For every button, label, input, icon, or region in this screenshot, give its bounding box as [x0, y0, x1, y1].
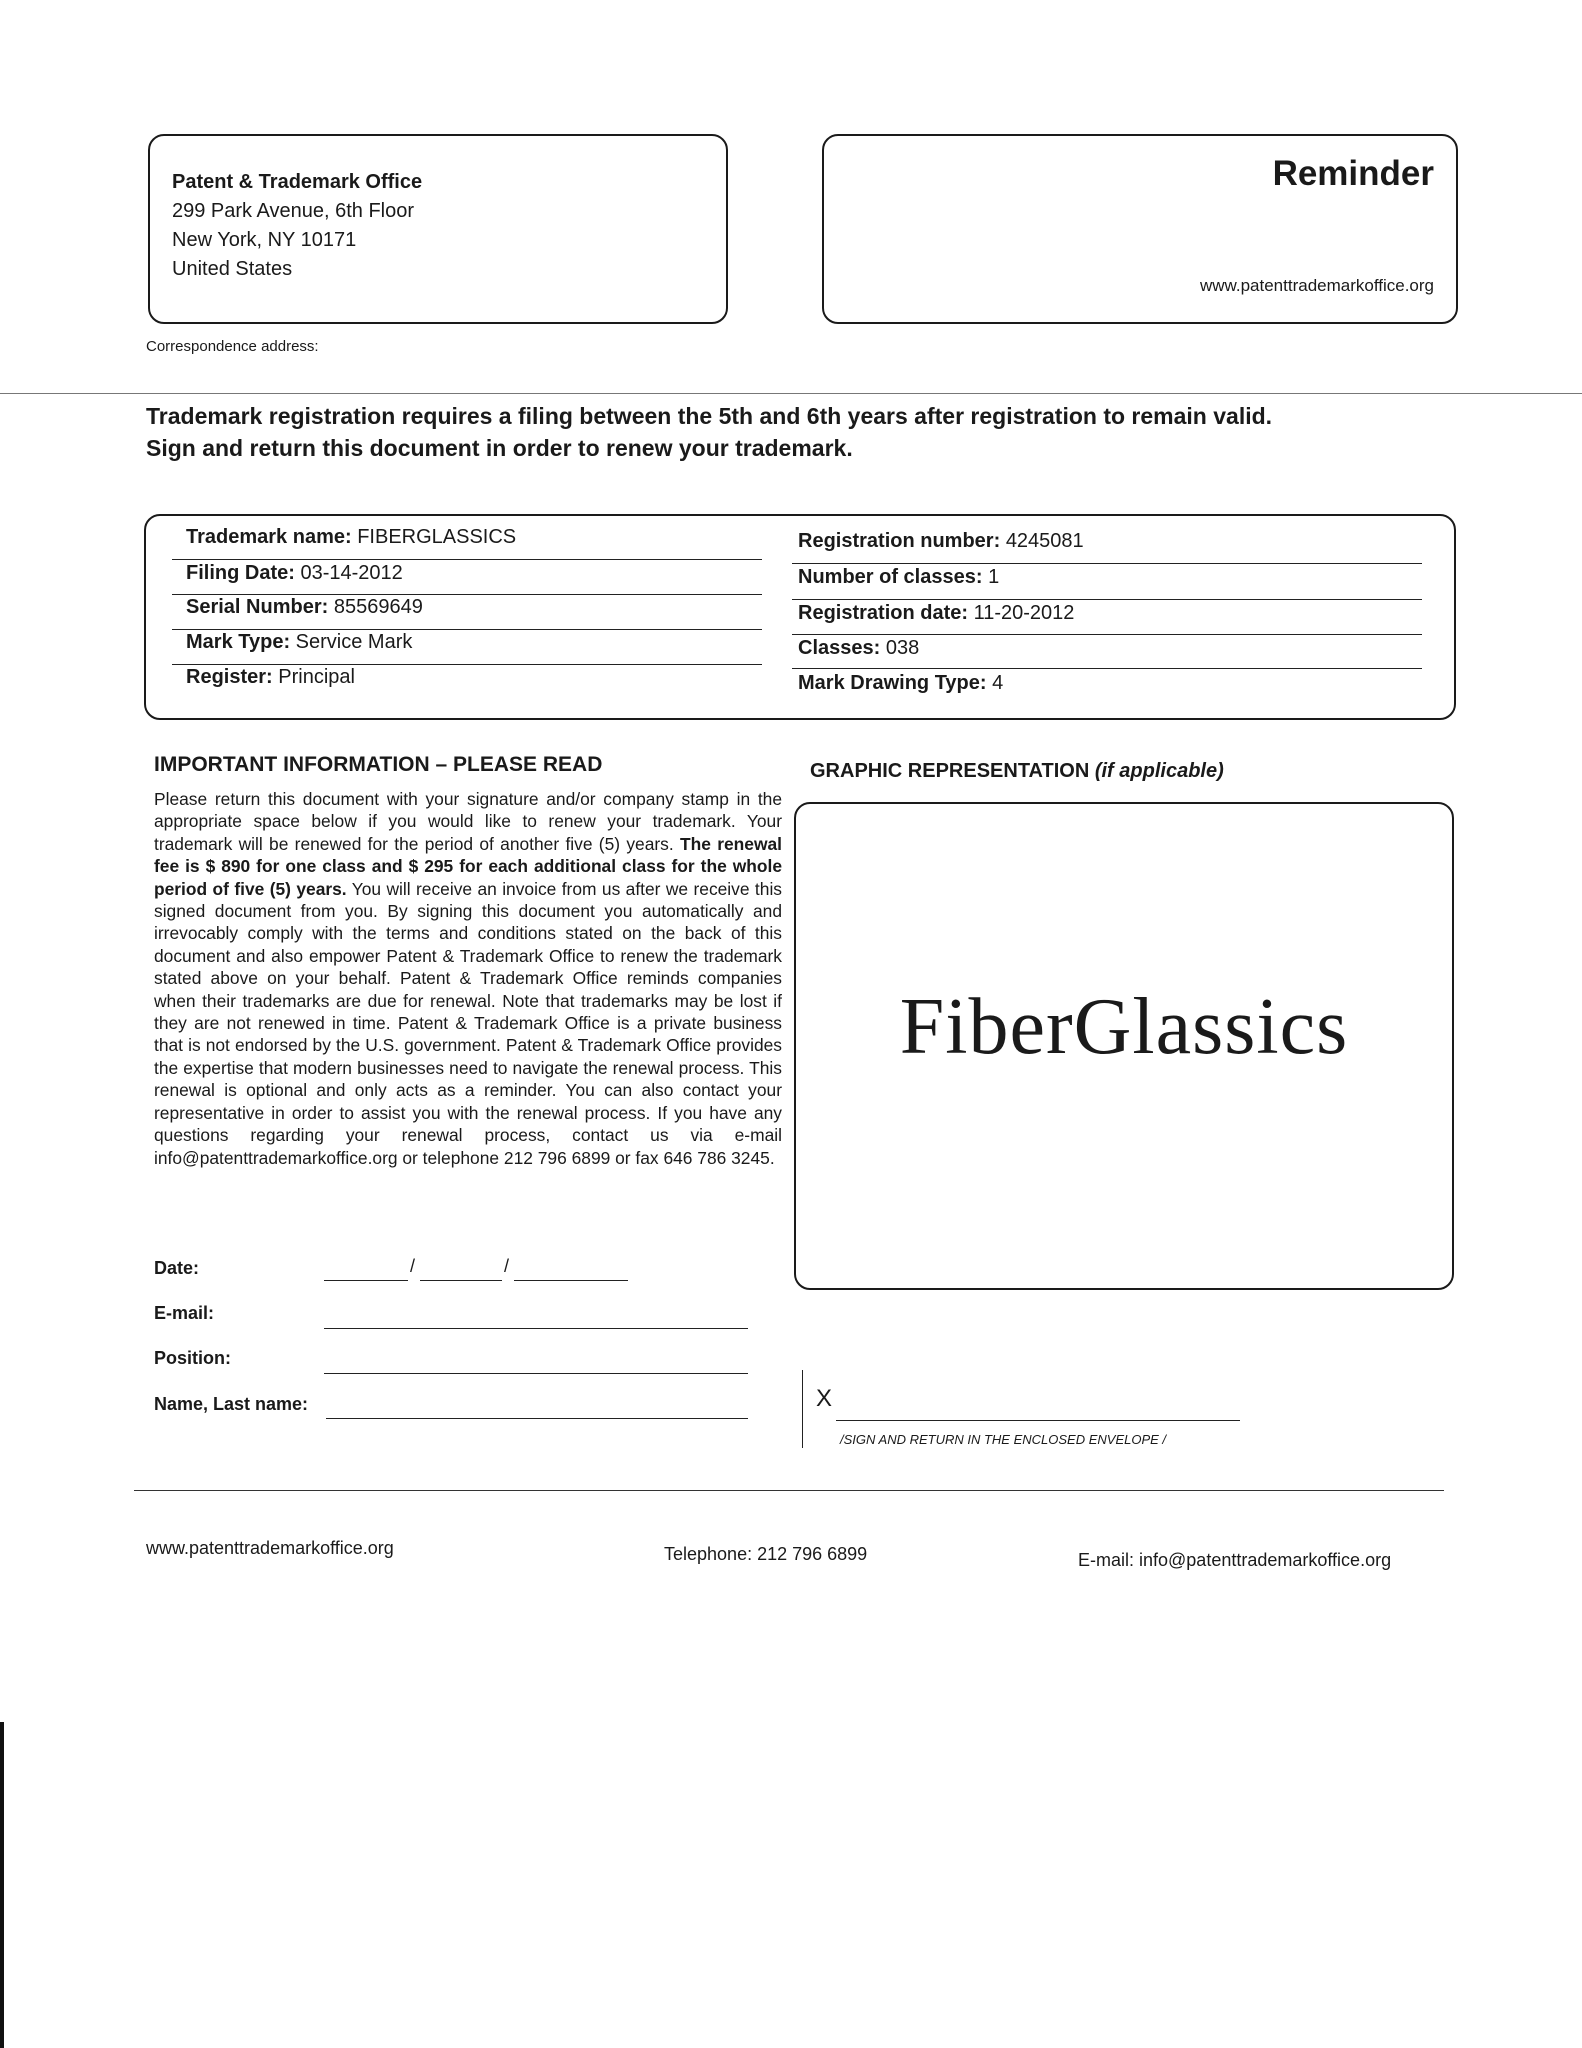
date-separator: / [410, 1256, 416, 1276]
detail-registration-number [798, 530, 1084, 553]
detail-value: 85569649 [333, 596, 423, 618]
detail-value: 4245081 [1005, 530, 1084, 552]
signature-bracket [802, 1370, 803, 1448]
detail-label: Trademark name: [186, 526, 352, 548]
detail-register [186, 666, 355, 689]
fold-line [0, 393, 1582, 394]
detail-label: Serial Number: [186, 596, 329, 618]
graphic-heading-note: (if applicable) [1094, 760, 1224, 782]
detail-value: 4 [992, 672, 1004, 694]
headline [146, 400, 1272, 464]
sender-address-line-2: New York, NY 10171 [172, 229, 357, 251]
correspondence-label: Correspondence address: [146, 338, 319, 355]
detail-value: 03-14-2012 [300, 562, 403, 584]
row-divider [792, 668, 1422, 669]
detail-label: Filing Date: [186, 562, 295, 584]
detail-value: Service Mark [295, 631, 413, 653]
detail-value: Principal [278, 666, 355, 688]
row-divider [172, 559, 762, 560]
detail-filing-date [186, 562, 403, 585]
reminder-box [822, 134, 1458, 324]
date-year-field[interactable] [514, 1280, 628, 1281]
detail-label: Mark Drawing Type: [798, 672, 987, 694]
row-divider [172, 664, 762, 665]
scan-edge-mark [0, 1722, 4, 2048]
detail-mark-drawing-type [798, 672, 1003, 695]
reminder-title: Reminder [1272, 154, 1434, 193]
date-label: Date: [154, 1258, 200, 1278]
footer-email: E-mail: info@patenttrademarkoffice.org [1078, 1550, 1392, 1570]
graphic-heading [810, 760, 1224, 783]
position-field[interactable] [324, 1373, 748, 1374]
headline-line-1: Trademark registration requires a filing between the 5th and 6th years after registration to remain valid. [146, 403, 1273, 429]
detail-label: Registration number: [798, 530, 1001, 552]
detail-value: 038 [885, 637, 920, 659]
important-text [154, 788, 782, 1169]
name-field[interactable] [326, 1418, 748, 1419]
footer-divider [134, 1490, 1444, 1491]
detail-classes [798, 637, 919, 660]
footer-telephone: Telephone: 212 796 6899 [664, 1544, 868, 1564]
row-divider [792, 563, 1422, 564]
detail-label: Classes: [798, 637, 881, 659]
signature-note: /SIGN AND RETURN IN THE ENCLOSED ENVELOPE / [840, 1432, 1167, 1447]
trademark-mark-text: FiberGlassics [899, 983, 1349, 1071]
footer-website: www.patenttrademarkoffice.org [146, 1538, 394, 1558]
detail-serial-number [186, 596, 423, 619]
signature-x-mark: X [816, 1385, 833, 1412]
sender-address-line-1: 299 Park Avenue, 6th Floor [172, 200, 415, 222]
detail-mark-type [186, 631, 412, 654]
sender-address-box [148, 134, 728, 324]
detail-value: 11-20-2012 [973, 602, 1075, 624]
detail-label: Register: [186, 666, 273, 688]
row-divider [792, 599, 1422, 600]
detail-value: 1 [988, 566, 1000, 588]
renewal-fee-text: The renewal fee is $ 890 for one class and $ 295 for each additional class for the whole period of five (5) years. [154, 833, 782, 899]
date-day-field[interactable] [420, 1280, 502, 1281]
row-divider [172, 629, 762, 630]
reminder-url: www.patenttrademarkoffice.org [1199, 276, 1434, 295]
detail-registration-date [798, 602, 1074, 625]
detail-value: FIBERGLASSICS [357, 526, 517, 548]
signature-field[interactable] [836, 1420, 1240, 1421]
headline-line-2: Sign and return this document in order to renew your trademark. [146, 435, 853, 461]
detail-label: Mark Type: [186, 631, 291, 653]
email-label: E-mail: [154, 1303, 215, 1323]
sender-country: United States [172, 258, 293, 280]
important-text-part: Please return this document with your signature and/or company stamp in the appropriate space below if you would like to renew your trademark. Your trademark will be renewed for the period of another five (5) years. [154, 789, 782, 854]
graphic-heading-text: GRAPHIC REPRESENTATION [810, 760, 1090, 782]
trademark-details-box [144, 514, 1456, 720]
row-divider [172, 594, 762, 595]
detail-number-of-classes [798, 566, 999, 589]
email-field[interactable] [324, 1328, 748, 1329]
name-label: Name, Last name: [154, 1394, 309, 1414]
important-text-part: You will receive an invoice from us after we receive this signed document from you. By signing this document you automatically and irrevocably comply with the terms and conditions stated on the back of this document and also empower Patent & Trademark Office to renew the trademark stated above on your behalf. Patent & Trademark Office reminds companies when their trademarks are due for renewal. Note that trademarks may be lost if they are not renewed in time. Patent & Trademark Office is a private business that is not endorsed by the U.S. government. Patent & Trademark Office provides the expertise that modern businesses need to navigate the renewal process. This renewal is optional and only acts as a reminder. You can also contact your representative in order to assist you with the renewal process. If you have any questions regarding your renewal process, contact us via e-mail info@patenttrademarkoffice.org or telephone 212 796 6899 or fax 646 786 3245. [154, 878, 782, 1168]
important-heading: IMPORTANT INFORMATION – PLEASE READ [154, 753, 603, 776]
date-month-field[interactable] [324, 1280, 408, 1281]
date-separator: / [504, 1256, 510, 1276]
detail-trademark-name [186, 526, 516, 549]
sender-name: Patent & Trademark Office [172, 171, 423, 193]
detail-label: Registration date: [798, 602, 969, 624]
graphic-representation-box [794, 802, 1454, 1290]
row-divider [792, 634, 1422, 635]
detail-label: Number of classes: [798, 566, 983, 588]
position-label: Position: [154, 1348, 231, 1368]
